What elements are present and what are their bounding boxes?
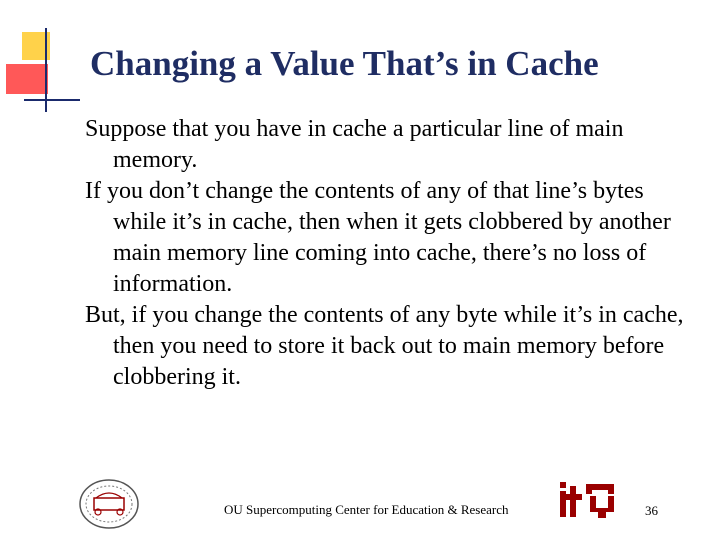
footer-text: OU Supercomputing Center for Education & Research [224,502,509,517]
slide-body [85,114,685,393]
it-ou-logo [556,478,622,522]
deco-square-red [6,64,48,94]
ou-seal-logo [78,478,140,530]
page-number: 36 [645,503,658,518]
body-paragraph-2: If you don’t change the contents of any of that line’s bytes while it’s in cache, then when it gets clobbered by another main memory line coming into cache, there’s no loss of information. [85,178,671,297]
slide-title: Changing a Value That’s in Cache [90,44,599,83]
corner-decoration [0,0,80,120]
body-paragraph-1: Suppose that you have in cache a particular line of main memory. [85,116,624,173]
body-paragraph-3: But, if you change the contents of any byte while it’s in cache, then you need to store it back out to main memory before clobbering it. [85,302,684,390]
